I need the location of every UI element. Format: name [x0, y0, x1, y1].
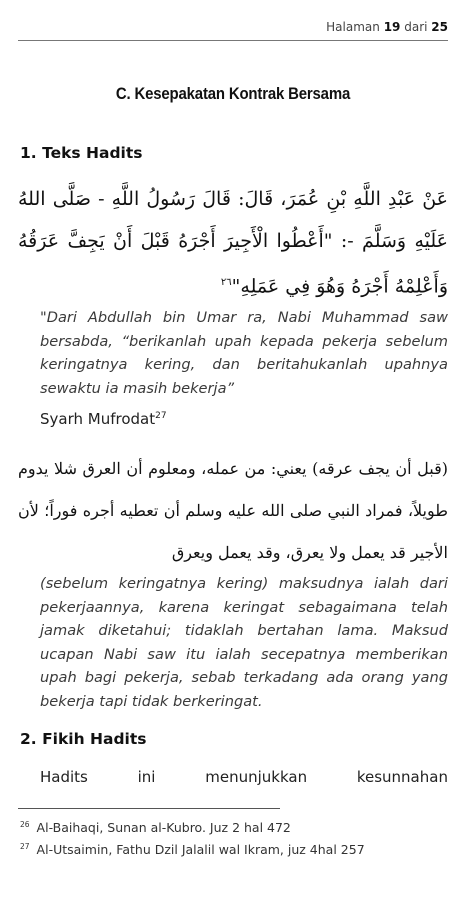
hadith-footnote-marker: ٢٦ — [220, 277, 232, 288]
footnote-text: Al-Utsaimin, Fathu Dzil Jalalil wal Ikram, juz 4hal 257 — [36, 842, 365, 858]
footnote-text: Al-Baihaqi, Sunan al-Kubro. Juz 2 hal 472 — [36, 820, 291, 836]
chapter-title: C. Kesepakatan Kontrak Bersama — [115, 84, 351, 103]
syarh-arabic-text: (قبل أن يجف عرقه) يعني: من عمله، ومعلوم أن العرق شلا يدوم طويلاً، فمراد النبي صلى الله عليه وسلم أن تعطيه أجره فوراً؛ لأن الأجير قد يعمل ولا يعرق، وقد يعمل ويعرق — [18, 459, 448, 562]
footnote-27 — [20, 842, 456, 857]
header-mid: dari — [404, 20, 428, 34]
fikih-body-line — [40, 768, 448, 786]
syarh-translation: (sebelum keringatnya kering) maksudnya ialah dari pekerjaannya, karena keringat sebagaimana telah jamak diketahui; tidaklah bertahan lama. Maksud ucapan Nabi saw itu ialah secepatnya memberikan upah bagi pekerja, sebab terkadang ada orang yang bekerja tapi tidak berkeringat. — [40, 575, 448, 710]
syarh-mufrodat-label — [40, 410, 167, 428]
body-word: ini — [137, 768, 156, 786]
body-word: menunjukkan — [205, 768, 308, 786]
page-header — [18, 20, 448, 34]
header-page-number: 19 — [383, 20, 401, 34]
body-word: kesunnahan — [356, 768, 448, 786]
header-divider — [18, 40, 448, 41]
header-page-total: 25 — [431, 20, 448, 34]
section-heading-fikih-hadits: 2. Fikih Hadits — [20, 730, 147, 748]
footnote-26 — [20, 820, 456, 835]
mufrodat-text: Syarh Mufrodat — [40, 410, 156, 428]
mufrodat-footnote-marker: 27 — [155, 411, 167, 421]
footnote-number: 27 — [20, 842, 30, 851]
hadith-arabic-body: عَنْ عَبْدِ اللَّهِ بْنِ عُمَرَ، قَالَ: قَالَ رَسُولُ اللَّهِ - صَلَّى اللهُ عَلَيْهِ وَسَلَّمَ -: "أَعْطُوا الْأَجِيرَ أَجْرَهُ قَبْلَ أَنْ يَجِفَّ عَرَقُهُ وَأَعْلِمْهُ أَجْرَهُ وَهُوَ فِي عَمَلِهِ" — [18, 188, 448, 298]
footnote-divider — [18, 808, 280, 809]
header-prefix: Halaman — [326, 20, 380, 34]
footnote-number: 26 — [20, 820, 30, 829]
hadith-arabic-text — [18, 178, 448, 307]
hadith-translation: "Dari Abdullah bin Umar ra, Nabi Muhammad saw bersabda, “berikanlah upah kepada pekerja sebelum keringatnya kering, dan beritahukanlah upahnya sewaktu ia masih bekerja” — [40, 309, 448, 397]
section-heading-teks-hadits: 1. Teks Hadits — [20, 144, 143, 162]
body-word: Hadits — [40, 768, 88, 786]
